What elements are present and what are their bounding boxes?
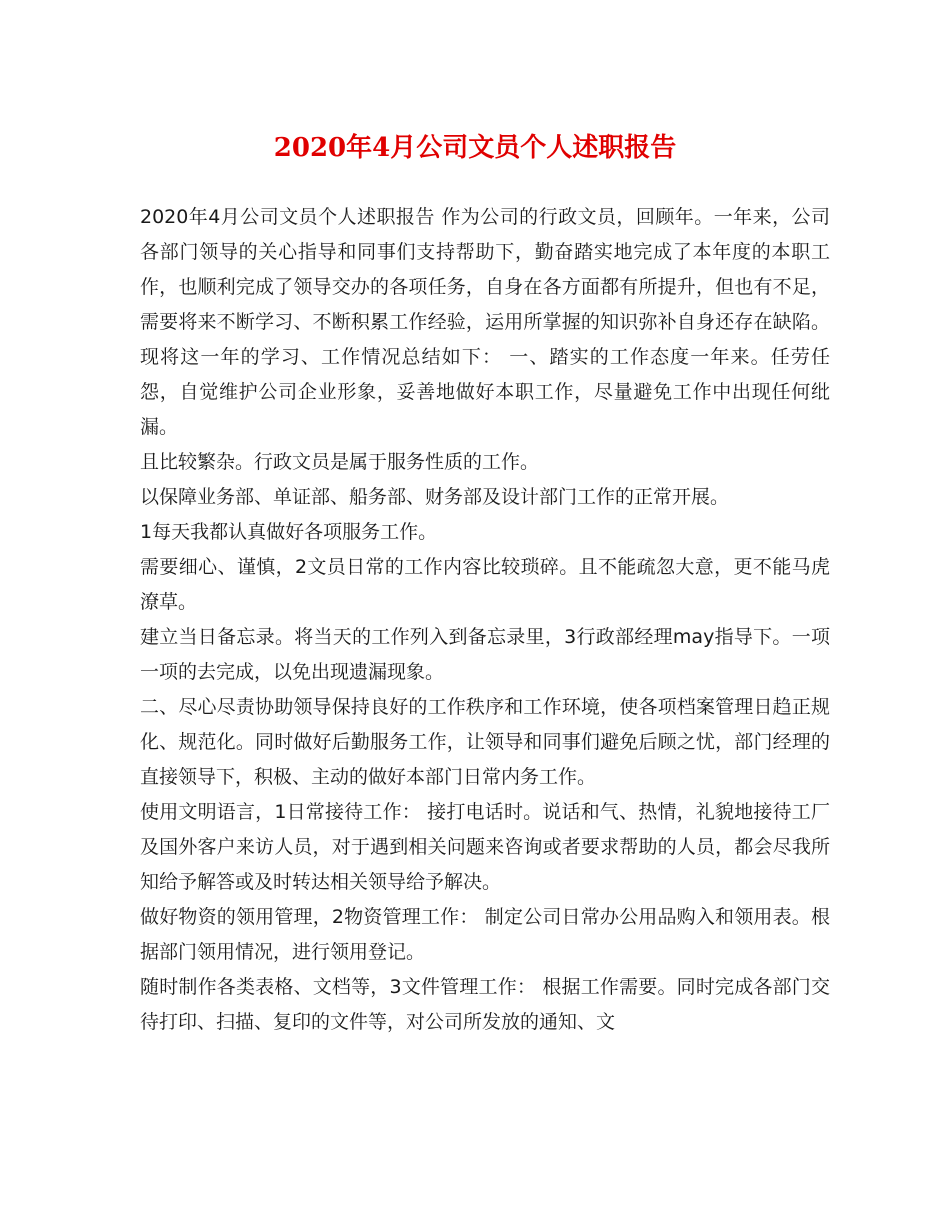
- paragraph-section-two: 二、尽心尽责协助领导保持良好的工作秩序和工作环境，使各项档案管理日趋正规化、规范化。同时做好后勤服务工作，让领导和同事们避免后顾之忧，部门经理的直接领导下，积极、主动的做好本部门日常内务工作。: [140, 696, 830, 788]
- paragraph-files: 随时制作各类表格、文档等，3文件管理工作： 根据工作需要。同时完成各部门交待打印、扫描、复印的文件等，对公司所发放的通知、文: [140, 976, 830, 1033]
- paragraph-careful-work: 需要细心、谨慎，2文员日常的工作内容比较琐碎。且不能疏忽大意，更不能马虎潦草。: [140, 556, 830, 613]
- document-title: 2020年4月公司文员个人述职报告: [273, 133, 677, 163]
- paragraph-support-departments: 以保障业务部、单证部、船务部、财务部及设计部门工作的正常开展。: [140, 486, 730, 508]
- document-body: [140, 200, 830, 1040]
- paragraph-reception: 使用文明语言，1日常接待工作： 接打电话时。说话和气、热情，礼貌地接待工厂及国外客户来访人员，对于遇到相关问题来咨询或者要求帮助的人员，都会尽我所知给予解答或及时转达相关领导给予解决。: [140, 801, 830, 893]
- paragraph-daily-service: 1每天我都认真做好各项服务工作。: [140, 521, 438, 543]
- paragraph-memo: 建立当日备忘录。将当天的工作列入到备忘录里，3行政部经理may指导下。一项一项的去完成，以免出现遗漏现象。: [140, 626, 830, 683]
- paragraph-materials: 做好物资的领用管理，2物资管理工作： 制定公司日常办公用品购入和领用表。根据部门领用情况，进行领用登记。: [140, 906, 830, 963]
- paragraph-admin-nature: 且比较繁杂。行政文员是属于服务性质的工作。: [140, 451, 540, 473]
- paragraph-intro: 2020年4月公司文员个人述职报告 作为公司的行政文员，回顾年。一年来，公司各部门领导的关心指导和同事们支持帮助下，勤奋踏实地完成了本年度的本职工作，也顺利完成了领导交办的各项任务，自身在各方面都有所提升，但也有不足，需要将来不断学习、不断积累工作经验，运用所掌握的知识弥补自身还存在缺陷。现将这一年的学习、工作情况总结如下： 一、踏实的工作态度一年来。任劳任怨，自觉维护公司企业形象，妥善地做好本职工作，尽量避免工作中出现任何纰漏。: [140, 206, 830, 438]
